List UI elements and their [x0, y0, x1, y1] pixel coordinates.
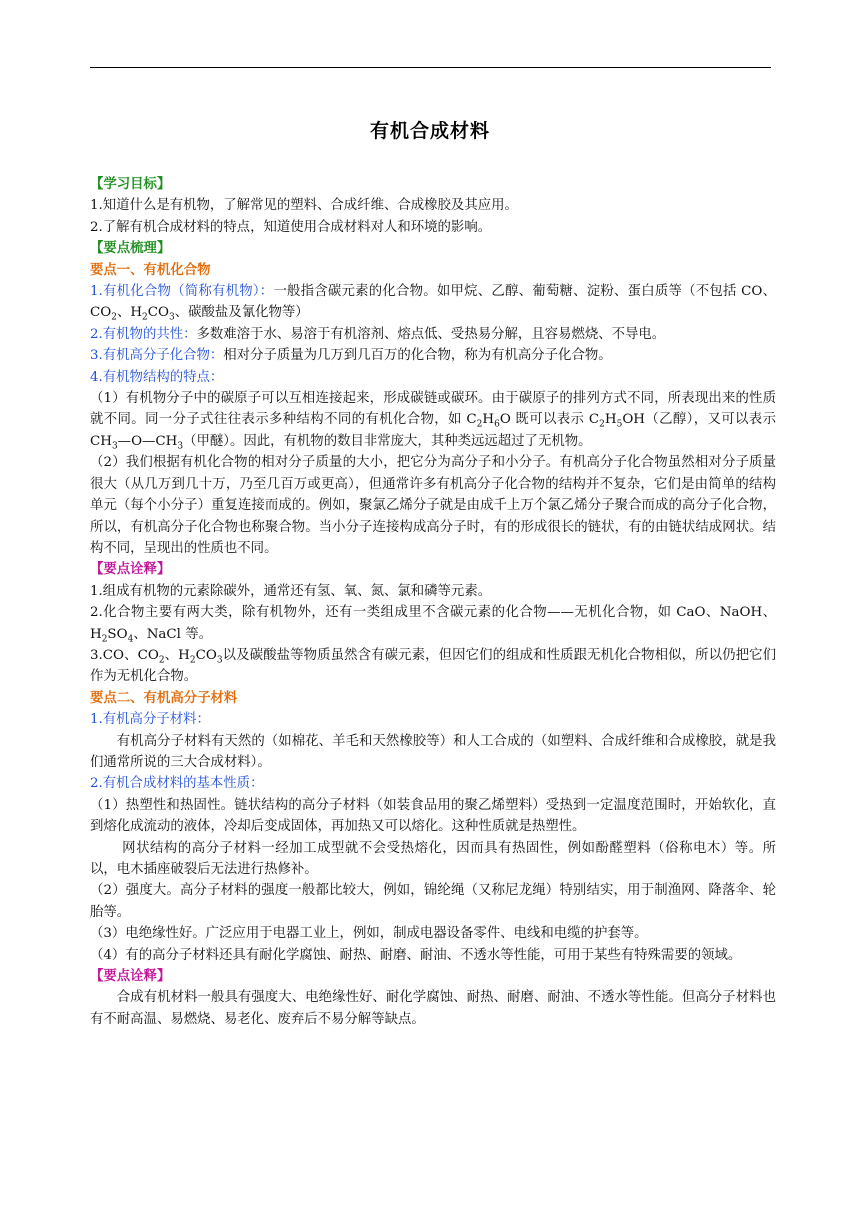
heading-key-points: 【要点梳理】	[90, 240, 171, 257]
point-2-1-text: 有机高分子材料有天然的（如棉花、羊毛和天然橡胶等）和人工合成的（如塑料、合成纤维和合成橡胶，就是我们通常所说的三大合成材料）。	[90, 733, 776, 770]
point-1-4-b: （2）我们根据有机化合物的相对分子质量的大小，把它分为高分子和小分子。有机高分子化合物虽然相对分子质量很大（从几万到几十万，乃至几百万或更高），但通常许多有机高分子化合物的结构并不复杂，它们是由简单的结构单元（每个小分子）重复连接而成的。例如，聚氯乙烯分子就是由成千上万个氯乙烯分子聚合而成的高分子化合物，所以，有机高分子化合物也称聚合物。当小分子连接构成高分子时，有的形成很长的链状，有的由链状结成网状。结构不同，呈现出的性质也不同。	[90, 455, 776, 556]
section-2-title: 要点二、有机高分子材料	[90, 689, 238, 706]
point-2-2-d: （4）有的高分子材料还具有耐化学腐蚀、耐热、耐磨、耐油、不透水等性能，可用于某些有特殊需要的领域。	[90, 947, 742, 963]
heading-learning-goals: 【学习目标】	[90, 176, 171, 192]
explanation-1-2: 2.化合物主要有两大类，除有机物外，还有一类组成里不含碳元素的化合物——无机化合物，如 CaO、NaOH、$H_2SO_4$、NaCl 等。	[90, 605, 776, 645]
point-1-1: 1.有机化合物（简称有机物）：一般指含碳元素的化合物。如甲烷、乙醇、葡萄糖、淀粉、蛋白质等（不包括 CO、$CO_2$、$H_2CO_3$、碳酸盐及氰化物等）	[90, 284, 777, 324]
point-1-3: 3.有机高分子化合物：相对分子质量为几万到几百万的化合物，称为有机高分子化合物。	[90, 348, 612, 364]
point-1-3-label: 3.有机高分子化合物：	[90, 348, 224, 364]
heading-explanation-1: 【要点诠释】	[90, 561, 171, 578]
point-2-2-b: （2）强度大。高分子材料的强度一般都比较大，例如，锦纶绳（又称尼龙绳）特别结实，用于制渔网、降落伞、轮胎等。	[90, 883, 776, 920]
goal-1: 1.知道什么是有机物，了解常见的塑料、合成纤维、合成橡胶及其应用。	[90, 198, 518, 214]
explanation-1-1: 1.组成有机物的元素除碳外，通常还有氢、氧、氮、氯和磷等元素。	[90, 583, 492, 599]
point-2-2-label: 2.有机合成材料的基本性质：	[90, 776, 264, 792]
point-2-2-a: （1）热塑性和热固性。链状结构的高分子材料（如装食品用的聚乙烯塑料）受热到一定温度范围时，开始软化，直到熔化成流动的液体，冷却后变成固体，再加热又可以熔化。这种性质就是热塑性。	[90, 797, 776, 835]
point-1-2-label: 2.有机物的共性：	[90, 326, 197, 342]
header-rule	[90, 67, 771, 68]
explanation-1-3: 3.CO、$CO_2$、$H_2CO_3$以及碳酸盐等物质虽然含有碳元素，但因它们的组成和性质跟无机化合物相似，所以仍把它们作为无机化合物。	[90, 647, 777, 685]
document-body	[90, 174, 776, 1030]
point-2-1-label: 1.有机高分子材料：	[90, 712, 210, 728]
explanation-2-text: 合成有机材料一般具有强度大、电绝缘性好、耐化学腐蚀、耐热、耐磨、耐油、不透水等性能。但高分子材料也有不耐高温、易燃烧、易老化、废弃后不易分解等缺点。	[90, 990, 776, 1027]
point-1-1-label: 1.有机化合物（简称有机物）：	[90, 284, 274, 300]
point-2-2-c: （3）电绝缘性好。广泛应用于电器工业上，例如，制成电器设备零件、电线和电缆的护套等。	[90, 926, 648, 942]
point-1-4-a: （1）有机物分子中的碳原子可以互相连接起来，形成碳链或碳环。由于碳原子的排列方式不同，所表现出来的性质就不同。同一分子式往往表示多种结构不同的有机化合物，如 $C_2H_6O$ 既可以表示 $C_2H_5OH$（乙醇），又可以表示 $CH_3—O—CH_3$（甲醚）。因此，有机物的数目非常庞大，其种类远远超过了无机物。	[90, 391, 776, 452]
goal-2: 2.了解有机合成材料的特点，知道使用合成材料对人和环境的影响。	[90, 219, 492, 235]
point-2-2-a-cont: 网状结构的高分子材料一经加工成型就不会受热熔化，因而具有热固性，例如酚醛塑料（俗称电木）等。所以，电木插座破裂后无法进行热修补。	[90, 840, 776, 877]
document-title: 有机合成材料	[369, 120, 490, 142]
point-1-4-label: 4.有机物结构的特点：	[90, 369, 224, 385]
point-1-2: 2.有机物的共性：多数难溶于水、易溶于有机溶剂、熔点低、受热易分解，且容易燃烧、不导电。	[90, 326, 666, 342]
section-1-title: 要点一、有机化合物	[90, 261, 211, 278]
heading-explanation-2: 【要点诠释】	[90, 968, 171, 985]
